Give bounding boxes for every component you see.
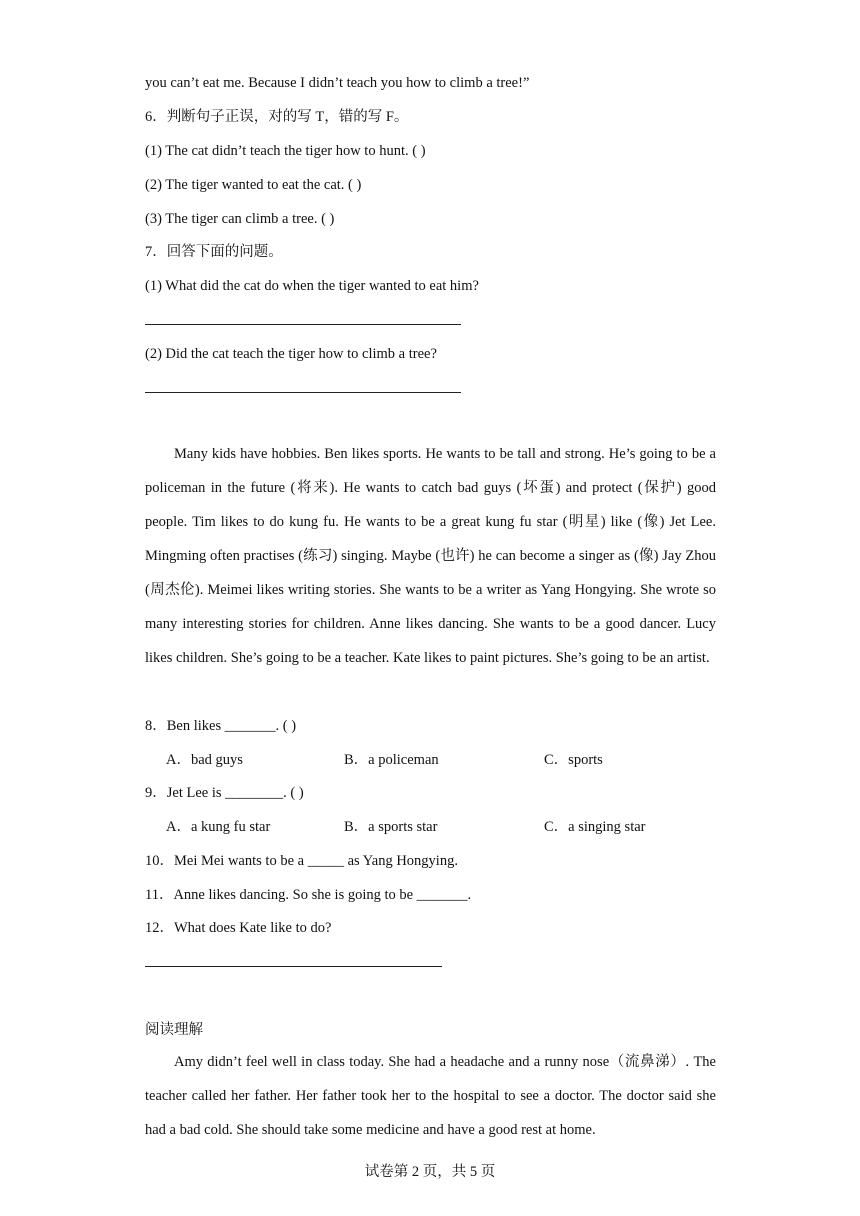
answer-line-7-2[interactable] bbox=[145, 392, 461, 393]
question-8-stem: 8．Ben likes _______. ( ) bbox=[145, 718, 297, 734]
question-8-option-b[interactable]: B．a policeman bbox=[344, 752, 439, 768]
question-9-stem: 9．Jet Lee is ________. ( ) bbox=[145, 785, 304, 801]
section-heading-reading: 阅读理解 bbox=[145, 1022, 203, 1038]
question-7-title: 7．回答下面的问题。 bbox=[145, 244, 283, 260]
question-7-item-2: (2) Did the cat teach the tiger how to climb a tree? bbox=[145, 346, 437, 362]
reading-passage-amy bbox=[145, 1045, 716, 1147]
question-6-item-1: (1) The cat didn’t teach the tiger how to hunt. ( ) bbox=[145, 143, 426, 159]
question-9-option-a[interactable]: A．a kung fu star bbox=[166, 819, 271, 835]
answer-line-12[interactable] bbox=[145, 966, 442, 967]
reading-passage-amy-text: Amy didn’t feel well in class today. She had a headache and a runny nose（流鼻涕）. The teacher called her father. Her father took her to the hospital to see a doctor. The doctor said she had a bad cold. She should take some medicine and have a good rest at home. bbox=[145, 1054, 716, 1138]
question-10: 10．Mei Mei wants to be a _____ as Yang Hongying. bbox=[145, 853, 458, 869]
question-8-option-c[interactable]: C．sports bbox=[544, 752, 603, 768]
question-6-title: 6．判断句子正误，对的写 T，错的写 F。 bbox=[145, 109, 409, 125]
question-12: 12．What does Kate like to do? bbox=[145, 920, 332, 936]
question-6-item-3: (3) The tiger can climb a tree. ( ) bbox=[145, 211, 335, 227]
question-9-option-c[interactable]: C．a singing star bbox=[544, 819, 646, 835]
question-9-option-b[interactable]: B．a sports star bbox=[344, 819, 438, 835]
reading-passage-hobbies-text: Many kids have hobbies. Ben likes sports. He wants to be tall and strong. He’s going to be a policeman in the future (将来). He wants to catch bad guys (坏蛋) and protect (保护) good people. Tim likes to do kung fu. He wants to be a great kung fu star (明星) like (像) Jet Lee. Mingming often practises (练习) singing. Maybe (也许) he can become a singer as (像) Jay Zhou (周杰伦). Meimei likes writing stories. She wants to be a writer as Yang Hongying. She wrote so many interesting stories for children. Anne likes dancing. She wants to be a good dancer. Lucy likes children. She’s going to be a teacher. Kate likes to paint pictures. She’s going to be an artist. bbox=[145, 446, 716, 666]
passage-continuation-line: you can’t eat me. Because I didn’t teach you how to climb a tree!” bbox=[145, 75, 530, 91]
question-7-item-1: (1) What did the cat do when the tiger wanted to eat him? bbox=[145, 278, 479, 294]
question-8-option-a[interactable]: A．bad guys bbox=[166, 752, 243, 768]
question-6-item-2: (2) The tiger wanted to eat the cat. ( ) bbox=[145, 177, 362, 193]
question-11: 11．Anne likes dancing. So she is going to be _______. bbox=[145, 887, 472, 903]
reading-passage-hobbies bbox=[145, 437, 716, 675]
answer-line-7-1[interactable] bbox=[145, 324, 461, 325]
page-footer: 试卷第 2 页，共 5 页 bbox=[364, 1164, 496, 1180]
